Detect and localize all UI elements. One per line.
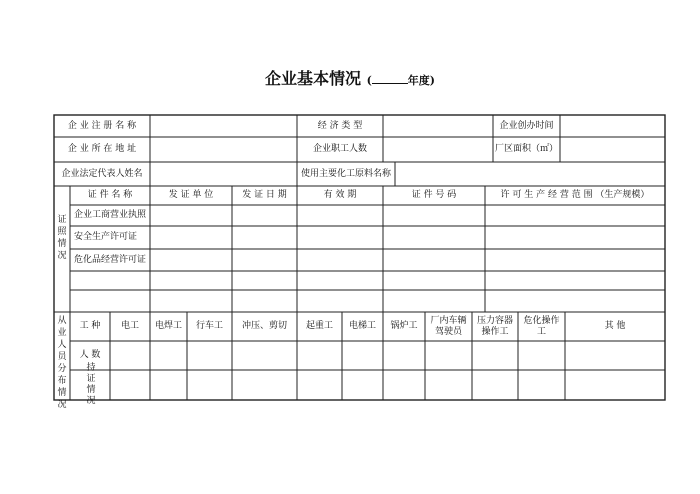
cert-row-business-license: 企业工商营业执照 — [74, 210, 147, 220]
trade-pressure-vessel: 压力容器操作工 — [476, 315, 513, 337]
cert-header-scope: 许 可 生 产 经 营 范 围 （生产规模） — [500, 190, 650, 200]
employee-count-label: 企业职工人数 — [312, 144, 367, 154]
employee-count-field[interactable] — [383, 137, 493, 162]
cert-section-label: 证照情况 — [57, 215, 67, 261]
trade-hazchem-operator: 危化操作工 — [523, 315, 560, 337]
cert-header-issue-date: 发 证 日 期 — [242, 190, 287, 200]
trade-boiler: 锅炉工 — [390, 321, 418, 331]
title-paren-open: ( — [366, 74, 372, 87]
staff-section-label: 从业人员分布情况 — [57, 316, 67, 410]
legal-rep-field[interactable] — [150, 162, 297, 186]
cert-header-validity: 有 效 期 — [323, 190, 357, 200]
trade-elevator: 电梯工 — [348, 321, 376, 331]
certified-label: 持 证 情 况 — [86, 363, 96, 406]
chemicals-label: 使用主要化工原料名称 — [300, 168, 391, 179]
headcount-label: 人 数 — [79, 350, 101, 360]
cert-row-safety-permit: 安全生产许可证 — [74, 232, 138, 242]
chemicals-field[interactable] — [395, 162, 665, 186]
founded-date-label: 企业创办时间 — [499, 120, 554, 131]
trade-other: 其 他 — [604, 321, 626, 331]
trade-rigger: 起重工 — [305, 321, 333, 331]
cert-header-name: 证 件 名 称 — [87, 190, 133, 200]
founded-date-field[interactable] — [560, 115, 665, 137]
trade-welder: 电焊工 — [154, 321, 182, 331]
cert-row-hazchem-permit: 危化品经营许可证 — [74, 254, 147, 265]
legal-rep-label: 企业法定代表人姓名 — [61, 168, 143, 179]
company-address-field[interactable] — [150, 137, 297, 162]
cert-header-issuer: 发 证 单 位 — [168, 190, 214, 200]
economic-type-label: 经 济 类 型 — [317, 120, 363, 131]
trade-type-label: 工 种 — [79, 321, 101, 331]
title-year-suffix: 年度) — [407, 74, 436, 87]
economic-type-field[interactable] — [383, 115, 493, 137]
trade-crane-operator: 行车工 — [195, 321, 223, 331]
title-text: 企业基本情况 — [264, 69, 361, 88]
plant-area-label: 厂区面积（㎡） — [494, 144, 558, 154]
company-name-label: 企 业 注 册 名 称 — [67, 120, 137, 131]
company-name-field[interactable] — [150, 115, 297, 137]
trade-vehicle-driver: 厂内车辆驾驶员 — [430, 315, 467, 337]
trade-stamping-cutting: 冲压、剪切 — [241, 321, 287, 331]
cert-header-number: 证 件 号 码 — [411, 190, 457, 200]
company-address-label: 企 业 所 在 地 址 — [67, 144, 137, 154]
trade-electrician: 电工 — [120, 321, 139, 331]
plant-area-field[interactable] — [560, 137, 665, 162]
